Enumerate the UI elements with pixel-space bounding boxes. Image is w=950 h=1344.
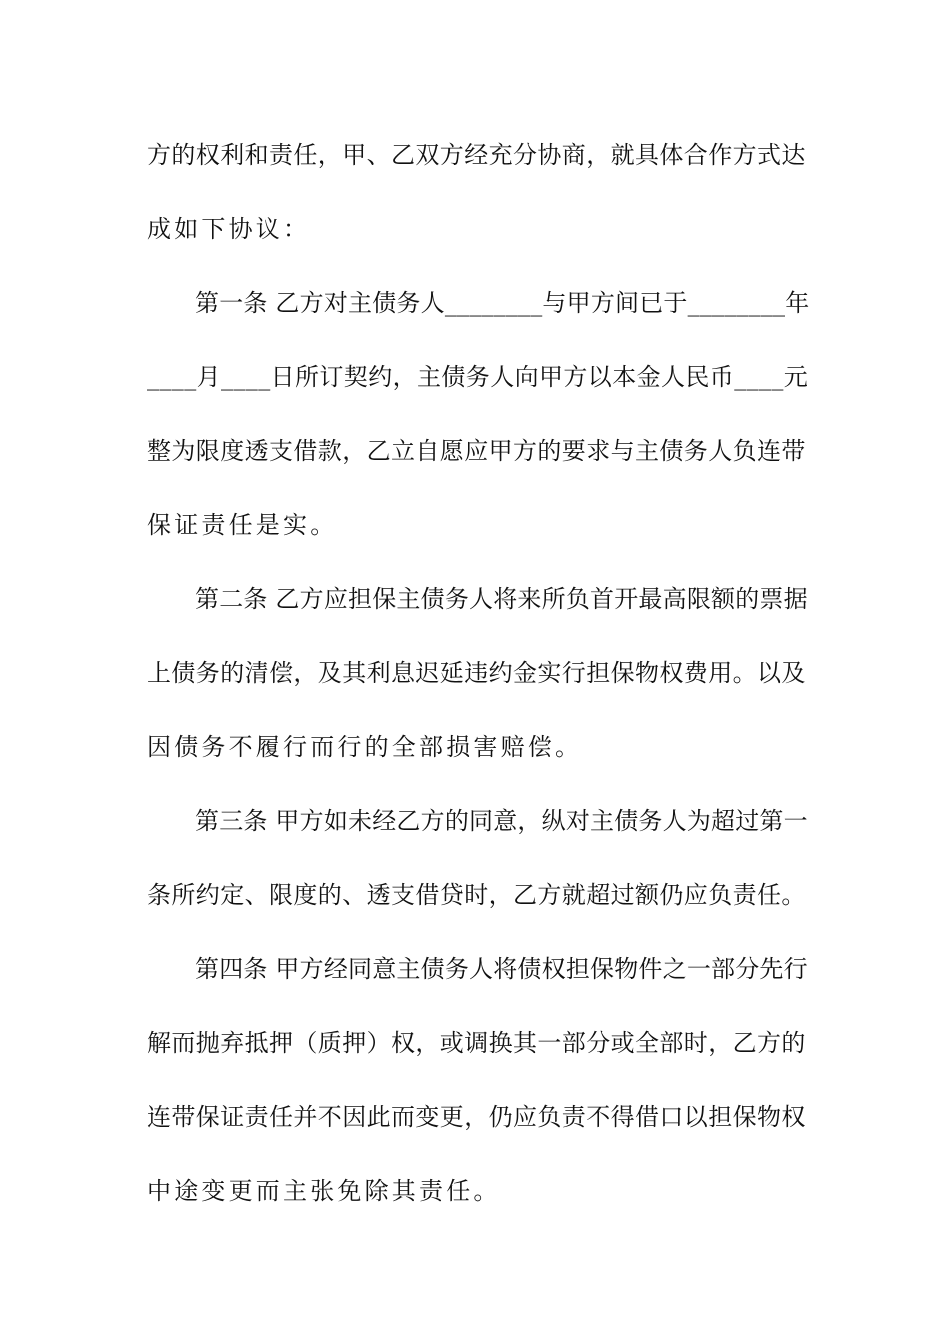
article-4-line: 第四条 甲方经同意主债务人将债权担保物件之一部分先行 (195, 955, 808, 983)
text-line: 因债务不履行而行的全部损害赔偿。 (147, 733, 583, 761)
text-line: 方的权利和责任，甲、乙双方经充分协商，就具体合作方式达 (147, 141, 806, 169)
text-line: 连带保证责任并不因此而变更，仍应负责不得借口以担保物权 (147, 1103, 806, 1131)
text-line: 整为限度透支借款，乙立自愿应甲方的要求与主债务人负连带 (147, 437, 806, 465)
article-3-line: 第三条 甲方如未经乙方的同意，纵对主债务人为超过第一 (195, 807, 808, 835)
text-line: 解而抛弃抵押（质押）权，或调换其一部分或全部时，乙方的 (147, 1029, 806, 1057)
text-line: ____月____日所订契约，主债务人向甲方以本金人民币____元 (147, 363, 809, 391)
text-line: 中途变更而主张免除其责任。 (147, 1177, 501, 1205)
text-line: 上债务的清偿，及其利息迟延违约金实行担保物权费用。以及 (147, 659, 806, 687)
text-line: 成如下协议： (147, 215, 311, 243)
text-line: 保证责任是实。 (147, 511, 338, 539)
article-1-line: 第一条 乙方对主债务人________与甲方间已于________年 (195, 289, 810, 317)
article-2-line: 第二条 乙方应担保主债务人将来所负首开最高限额的票据 (195, 585, 808, 613)
document-body (147, 131, 810, 1241)
text-line: 条所约定、限度的、透支借贷时，乙方就超过额仍应负责任。 (147, 881, 806, 909)
